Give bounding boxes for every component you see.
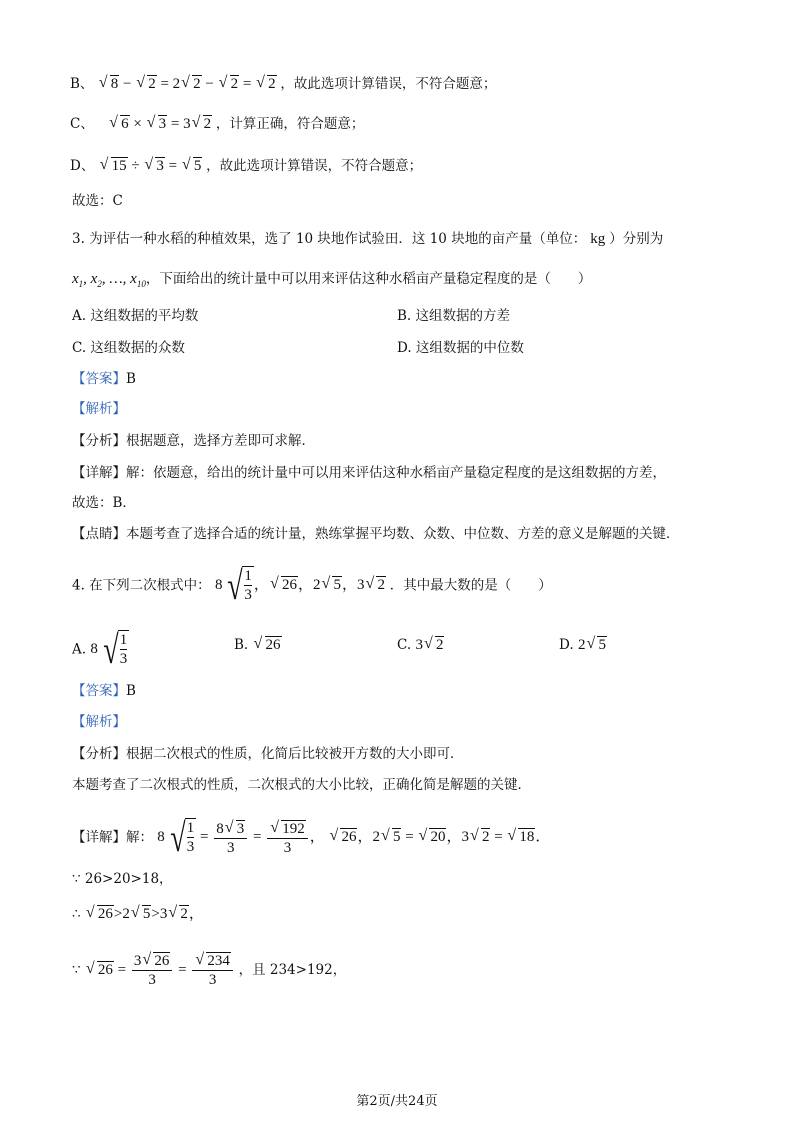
q3-answer — [72, 368, 136, 390]
fenxi-text: 根据题意，选择方差即可求解． — [126, 433, 315, 449]
math-b: √ 8 − √ 2 = 2√ 2 − √ 2 = √ 2 — [98, 76, 281, 92]
q4-opt-d-label: D. — [559, 637, 574, 653]
q4-opt-b-math: √ 26 — [253, 637, 282, 653]
math-c: √ 6 × √ 3 = 3√ 2 — [108, 116, 216, 132]
xiangjie-tag: 【详解】 — [72, 465, 126, 481]
answer-tag: 【答案】 — [72, 371, 126, 387]
label-c: C、 — [70, 116, 94, 132]
xiangjie4-lead: 解： — [126, 829, 153, 846]
q4-xiangjie — [72, 815, 551, 860]
text-d: ，故此选项计算错误，不符合题意； — [206, 158, 423, 174]
q4-opt-c-label: C. — [397, 637, 412, 653]
q3-analysis-tag: 【解析】 — [72, 401, 126, 417]
dianjing-text: 本题考查了选择合适的统计量，熟练掌握平均数、众数、中位数、方差的意义是解题的关键． — [126, 526, 680, 542]
choose-b3: 故选：B． — [72, 495, 136, 511]
answer4-value: B — [126, 683, 136, 699]
q4-option-b — [234, 634, 282, 656]
q4-opt-b-label: B. — [234, 637, 249, 653]
math-x-seq: $x_1$, $x_2$, …, $x_{10}$ — [72, 271, 146, 289]
q4-fenxi-2: 本题考查了二次根式的性质，二次根式的大小比较，正确化简是解题的关键． — [72, 777, 531, 793]
answer-value: B — [126, 371, 136, 387]
choose-c: 故选：C — [72, 193, 123, 209]
q4-opt-a-label: A. — [72, 641, 87, 658]
q4-opt-c-math: 3√ 2 — [415, 637, 444, 653]
unit-kg: kg — [590, 231, 606, 247]
fenxi4-text: 根据二次根式的性质，化简后比较被开方数的大小即可． — [126, 746, 464, 762]
q3-dianjing — [72, 523, 680, 545]
q3-stem — [72, 228, 663, 250]
q4-opt-a-math: 8 √ $\frac{1}{3}$ — [90, 627, 128, 672]
option-d-line — [70, 155, 422, 177]
q4-answer — [72, 680, 136, 702]
therefore-line — [72, 903, 204, 925]
q4-option-a — [72, 627, 129, 672]
q3-stem-c: ，下面给出的统计量中可以用来评估这种水稻亩产量稳定程度的是（ ） — [145, 271, 592, 287]
q3-stem-a: 3. 为评估一种水稻的种植效果，选了 10 块地作试验田．这 10 块地的亩产量（单位： — [72, 231, 587, 247]
q3-xiangjie — [72, 462, 666, 484]
q4-fenxi — [72, 743, 464, 765]
q4-analysis-tag: 【解析】 — [72, 714, 126, 730]
q4-option-c — [397, 634, 444, 656]
q4-stem-b: ．其中最大数的是（ ） — [389, 577, 552, 594]
answer4-tag: 【答案】 — [72, 683, 126, 699]
q3-fenxi — [72, 430, 315, 452]
dianjing-tag: 【点睛】 — [72, 526, 126, 542]
fenxi-tag: 【分析】 — [72, 433, 126, 449]
option-b-line — [70, 73, 496, 95]
q3-option-c: C. 这组数据的众数 — [72, 340, 185, 356]
math-sqrt26-expand: √ 26 = $\frac{3√ 26}{3}$ = √ $\frac{234}{3}$ — [85, 962, 239, 978]
math-d: √ 15 ÷ √ 3 = √ 5 — [99, 158, 206, 174]
q3-option-b: B. 这组数据的方差 — [397, 308, 511, 324]
option-c-line — [70, 113, 364, 135]
q4-stem-a: 4. 在下列二次根式中： — [72, 577, 211, 594]
q3-option-a: A. 这组数据的平均数 — [72, 308, 199, 324]
because-line-1: ∵ 26>20>18， — [72, 871, 173, 887]
math-q4-simplify: 8 √ $\frac{1}{3}$ = $\frac{8√ 3}{3}$ = √ $\frac{192}{3}$ ， √ 26，2√ 5 = √ 20，3√ 2 = √ 18． — [157, 829, 550, 845]
q3-stem-2 — [72, 268, 591, 295]
because2-tail: ，且 234>192， — [238, 961, 347, 978]
therefore-sym: ∴ — [72, 906, 81, 922]
math-compare: √ 26>2√ 5>3√ 2， — [85, 906, 204, 922]
because-sym: ∵ — [72, 961, 81, 978]
xiangjie-text: 解：依题意，给出的统计量中可以用来评估这种水稻亩产量稳定程度的是这组数据的方差， — [126, 465, 666, 481]
label-b: B、 — [70, 76, 94, 92]
label-d: D、 — [70, 158, 95, 174]
text-b: ，故此选项计算错误，不符合题意； — [280, 76, 497, 92]
xiangjie4-tag: 【详解】 — [72, 829, 126, 846]
q3-option-d: D. 这组数据的中位数 — [397, 340, 524, 356]
q4-stem — [72, 563, 552, 608]
because-line-2 — [72, 952, 346, 989]
q4-option-d — [559, 634, 607, 656]
page-footer: 第2页/共24页 — [356, 1094, 438, 1109]
text-c: ，计算正确，符合题意； — [215, 116, 365, 132]
math-q4-list: 8 √ $\frac{1}{3}$ ，√ 26，2√ 5，3√ 2 — [215, 577, 390, 593]
q4-opt-d-math: 2√ 5 — [578, 637, 607, 653]
q3-stem-b: ）分别为 — [609, 231, 664, 247]
fenxi4-tag: 【分析】 — [72, 746, 126, 762]
